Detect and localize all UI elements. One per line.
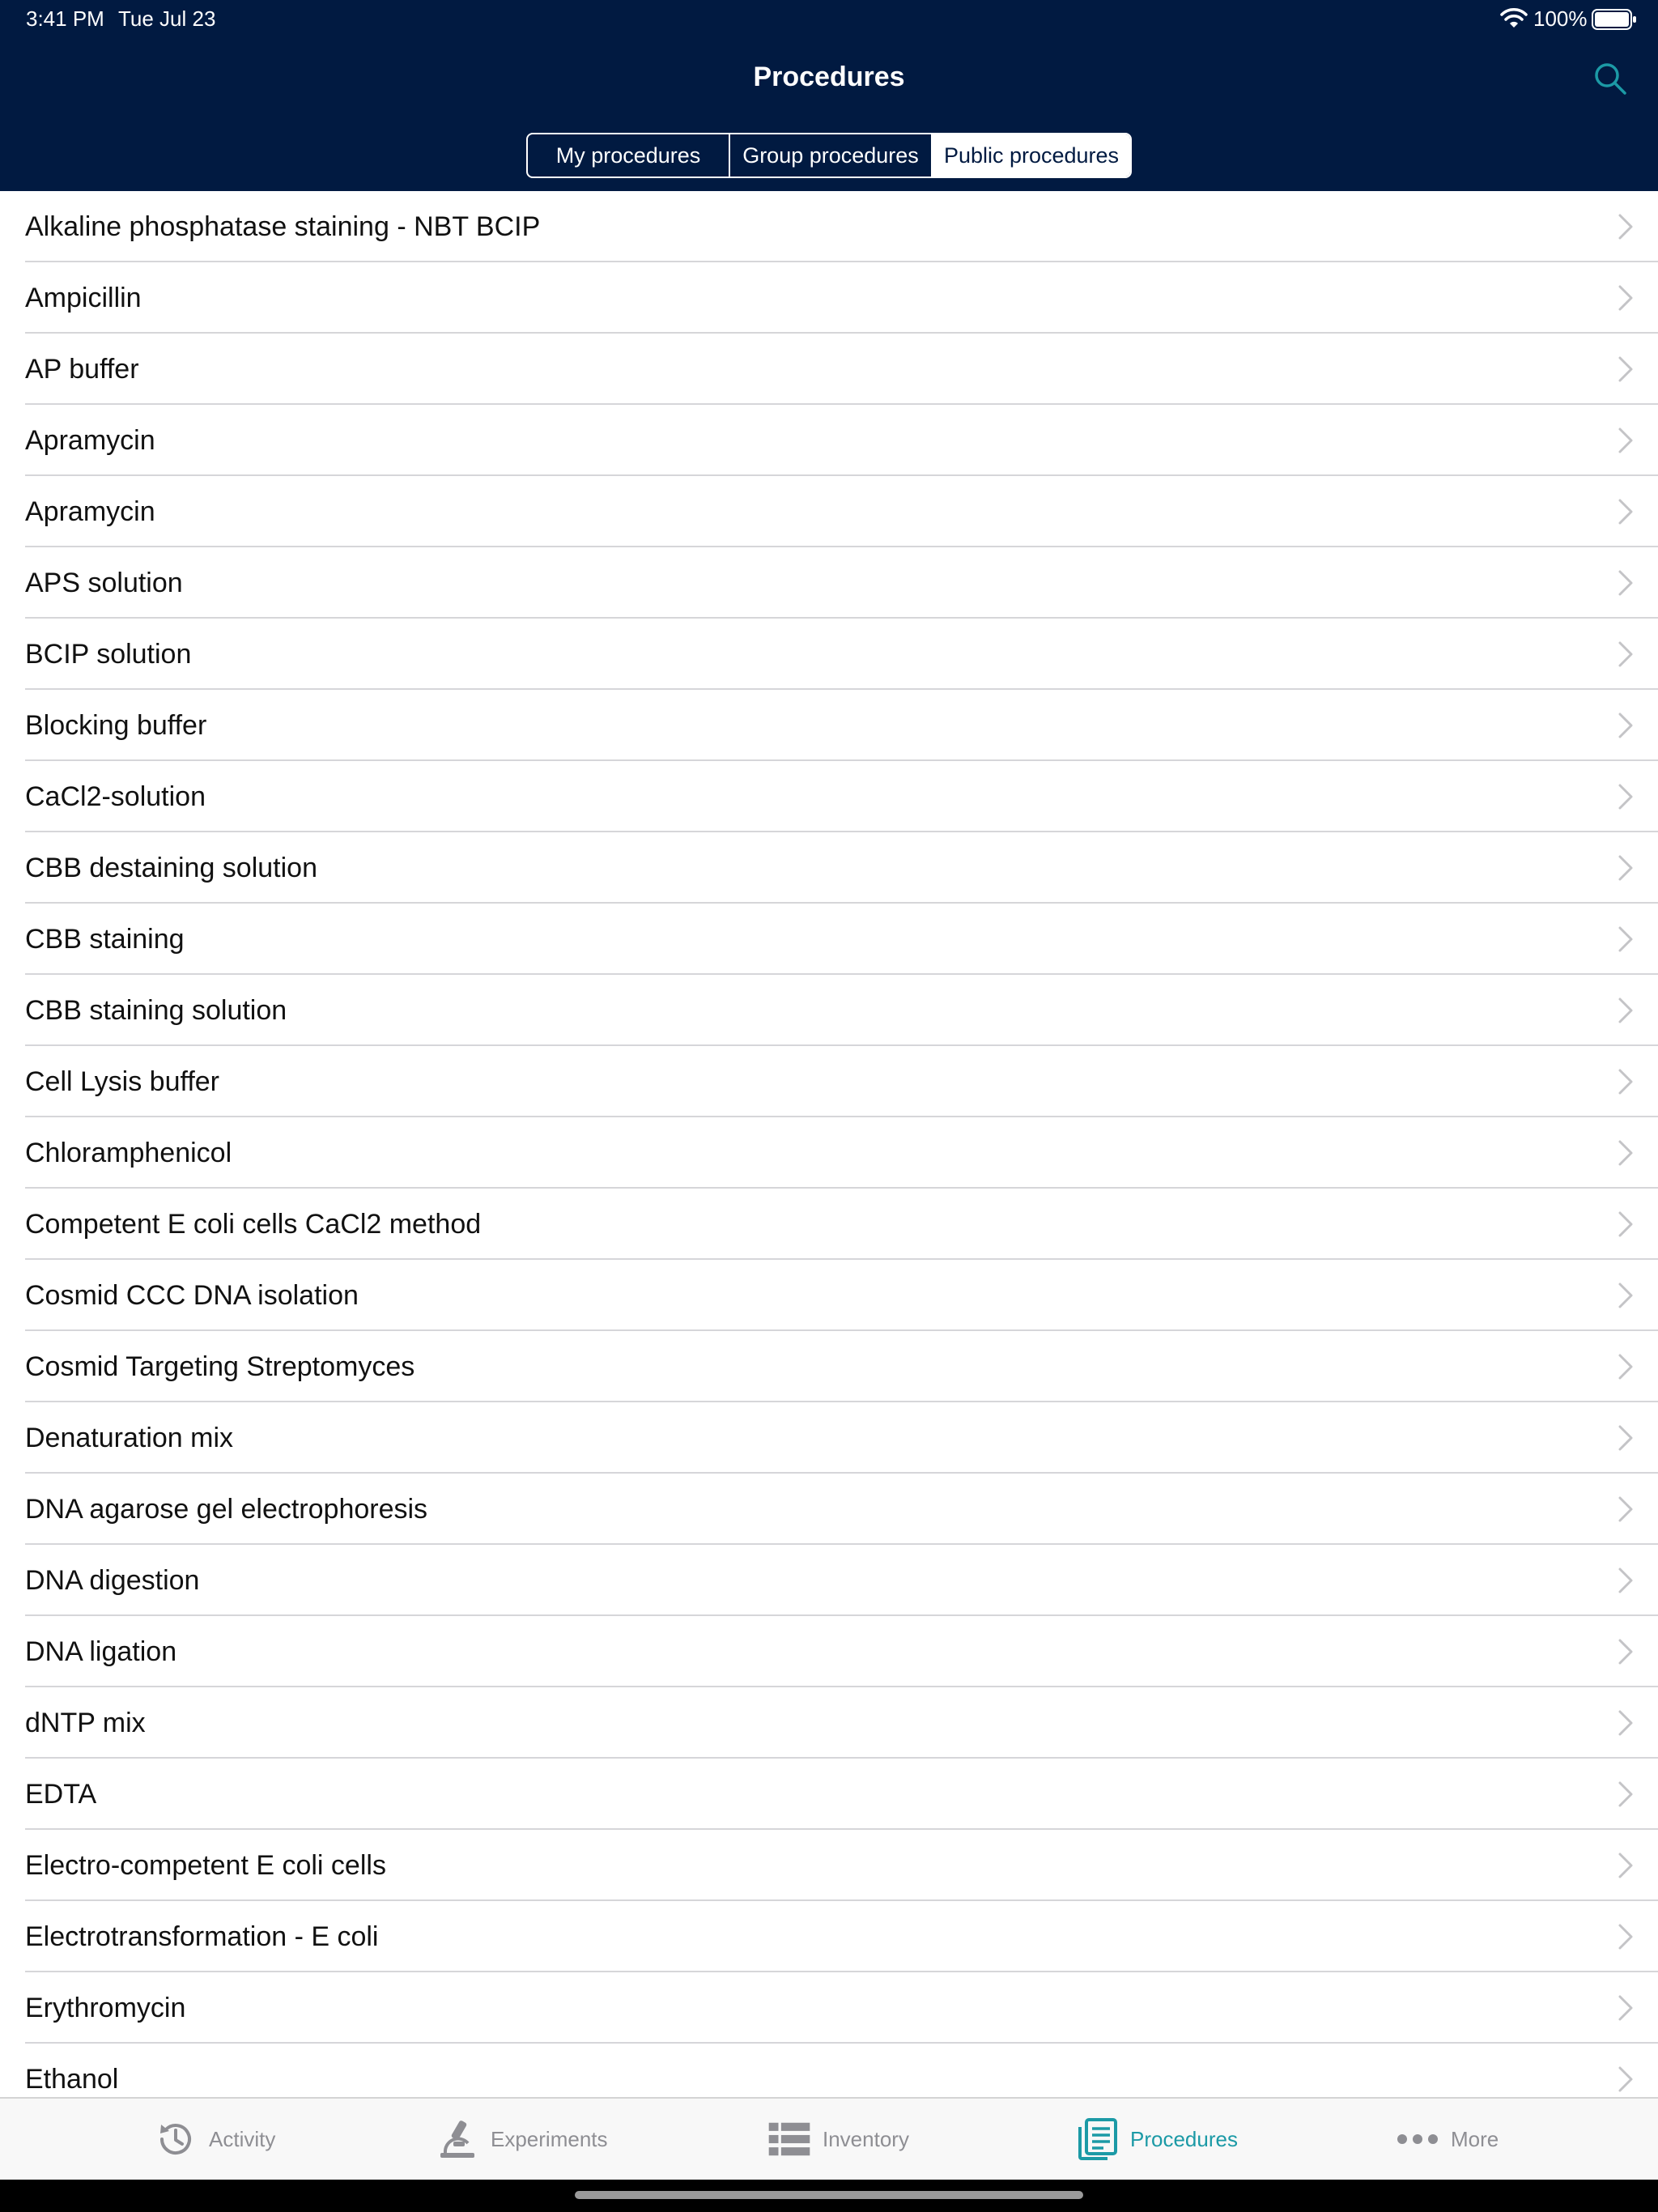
- chevron-right-icon: [1618, 1210, 1634, 1238]
- procedure-row[interactable]: [0, 619, 1658, 690]
- tab-activity-label: Activity: [209, 2126, 276, 2151]
- procedures-list: [0, 191, 1658, 2097]
- procedure-row[interactable]: [0, 1474, 1658, 1545]
- chevron-right-icon: [1618, 1638, 1634, 1665]
- procedure-name: Denaturation mix: [25, 1423, 234, 1453]
- procedure-name: AP buffer: [25, 354, 139, 385]
- procedure-name: APS solution: [25, 568, 183, 598]
- procedure-name: Cosmid CCC DNA isolation: [25, 1280, 359, 1311]
- procedures-scope-segmented-control: [526, 133, 1132, 178]
- procedure-row[interactable]: [0, 547, 1658, 619]
- procedure-row[interactable]: [0, 1189, 1658, 1260]
- procedure-row[interactable]: [0, 1331, 1658, 1402]
- procedure-name: DNA digestion: [25, 1565, 200, 1596]
- procedure-row[interactable]: [0, 1260, 1658, 1331]
- status-bar: [0, 0, 1658, 37]
- procedure-row[interactable]: [0, 1830, 1658, 1901]
- tab-procedures[interactable]: [1075, 2099, 1238, 2180]
- chevron-right-icon: [1618, 1068, 1634, 1095]
- segment-public-procedures[interactable]: Public procedures: [931, 134, 1130, 177]
- procedure-row[interactable]: [0, 1759, 1658, 1830]
- tab-more[interactable]: [1396, 2099, 1499, 2180]
- procedure-row[interactable]: [0, 405, 1658, 476]
- procedure-name: CaCl2-solution: [25, 781, 206, 812]
- status-time: 3:41 PM: [26, 6, 104, 31]
- chevron-right-icon: [1618, 712, 1634, 739]
- procedure-name: Electrotransformation - E coli: [25, 1921, 379, 1952]
- search-icon[interactable]: [1592, 60, 1629, 97]
- chevron-right-icon: [1618, 1353, 1634, 1380]
- procedure-row[interactable]: [0, 761, 1658, 832]
- chevron-right-icon: [1618, 2065, 1634, 2093]
- chevron-right-icon: [1618, 925, 1634, 953]
- procedure-name: Apramycin: [25, 425, 155, 456]
- procedure-name: Cosmid Targeting Streptomyces: [25, 1351, 415, 1382]
- procedure-name: DNA agarose gel electrophoresis: [25, 1494, 428, 1525]
- chevron-right-icon: [1618, 1709, 1634, 1737]
- chevron-right-icon: [1618, 427, 1634, 454]
- procedure-row[interactable]: [0, 904, 1658, 975]
- chevron-right-icon: [1618, 355, 1634, 383]
- procedure-row[interactable]: [0, 975, 1658, 1046]
- home-indicator[interactable]: [575, 2191, 1083, 2199]
- procedure-row[interactable]: [0, 1616, 1658, 1687]
- procedure-row[interactable]: [0, 2044, 1658, 2097]
- procedure-name: dNTP mix: [25, 1708, 146, 1738]
- navigation-header: [0, 0, 1658, 191]
- tab-procedures-label: Procedures: [1130, 2126, 1238, 2151]
- more-dots-icon: [1396, 2117, 1439, 2161]
- wifi-icon: [1499, 6, 1528, 31]
- document-icon: [1075, 2117, 1119, 2161]
- chevron-right-icon: [1618, 1567, 1634, 1594]
- chevron-right-icon: [1618, 569, 1634, 597]
- procedure-name: Electro-competent E coli cells: [25, 1850, 386, 1881]
- chevron-right-icon: [1618, 1495, 1634, 1523]
- chevron-right-icon: [1618, 854, 1634, 882]
- procedure-row[interactable]: [0, 1687, 1658, 1759]
- tab-activity[interactable]: [154, 2099, 275, 2180]
- procedure-row[interactable]: [0, 690, 1658, 761]
- procedure-row[interactable]: [0, 1972, 1658, 2044]
- procedure-name: Alkaline phosphatase staining - NBT BCIP: [25, 211, 541, 242]
- tab-inventory[interactable]: [767, 2099, 909, 2180]
- chevron-right-icon: [1618, 1780, 1634, 1808]
- procedure-name: CBB destaining solution: [25, 853, 318, 883]
- procedure-name: Ampicillin: [25, 283, 142, 313]
- tab-inventory-label: Inventory: [823, 2126, 909, 2151]
- chevron-right-icon: [1618, 1923, 1634, 1950]
- page-title: Procedures: [753, 62, 905, 92]
- chevron-right-icon: [1618, 1994, 1634, 2022]
- procedure-name: Chloramphenicol: [25, 1138, 232, 1168]
- home-indicator-area: [0, 2180, 1658, 2212]
- chevron-right-icon: [1618, 1139, 1634, 1167]
- tab-experiments-label: Experiments: [491, 2126, 608, 2151]
- procedure-name: BCIP solution: [25, 639, 192, 670]
- chevron-right-icon: [1618, 997, 1634, 1024]
- procedure-row[interactable]: [0, 191, 1658, 262]
- segment-group-procedures[interactable]: Group procedures: [729, 134, 931, 177]
- history-icon: [154, 2117, 198, 2161]
- procedure-row[interactable]: [0, 1117, 1658, 1189]
- segment-my-procedures[interactable]: My procedures: [555, 143, 701, 168]
- battery-percentage: 100%: [1533, 6, 1588, 31]
- tab-more-label: More: [1451, 2126, 1499, 2151]
- procedure-name: DNA ligation: [25, 1636, 177, 1667]
- procedure-row[interactable]: [0, 334, 1658, 405]
- procedure-row[interactable]: [0, 1545, 1658, 1616]
- chevron-right-icon: [1618, 640, 1634, 668]
- procedure-name: EDTA: [25, 1779, 97, 1810]
- chevron-right-icon: [1618, 284, 1634, 312]
- chevron-right-icon: [1618, 1852, 1634, 1879]
- chevron-right-icon: [1618, 498, 1634, 525]
- chevron-right-icon: [1618, 1282, 1634, 1309]
- microscope-icon: [436, 2117, 479, 2161]
- procedure-name: CBB staining solution: [25, 995, 287, 1026]
- procedure-name: Cell Lysis buffer: [25, 1066, 219, 1097]
- chevron-right-icon: [1618, 213, 1634, 240]
- procedure-row[interactable]: [0, 476, 1658, 547]
- procedure-row[interactable]: [0, 1046, 1658, 1117]
- battery-icon: [1592, 8, 1637, 31]
- chevron-right-icon: [1618, 1424, 1634, 1452]
- procedure-name: Ethanol: [25, 2064, 119, 2095]
- procedure-name: Erythromycin: [25, 1993, 186, 2023]
- procedure-row[interactable]: [0, 262, 1658, 334]
- procedure-row[interactable]: [0, 1901, 1658, 1972]
- tab-bar: [0, 2097, 1658, 2180]
- procedure-row[interactable]: [0, 1402, 1658, 1474]
- tab-experiments[interactable]: [436, 2099, 608, 2180]
- procedure-name: Blocking buffer: [25, 710, 207, 741]
- procedure-name: Apramycin: [25, 496, 155, 527]
- procedure-name: Competent E coli cells CaCl2 method: [25, 1209, 482, 1240]
- status-date: Tue Jul 23: [118, 6, 216, 31]
- procedure-row[interactable]: [0, 832, 1658, 904]
- procedure-name: CBB staining: [25, 924, 185, 955]
- list-icon: [767, 2117, 811, 2161]
- chevron-right-icon: [1618, 783, 1634, 810]
